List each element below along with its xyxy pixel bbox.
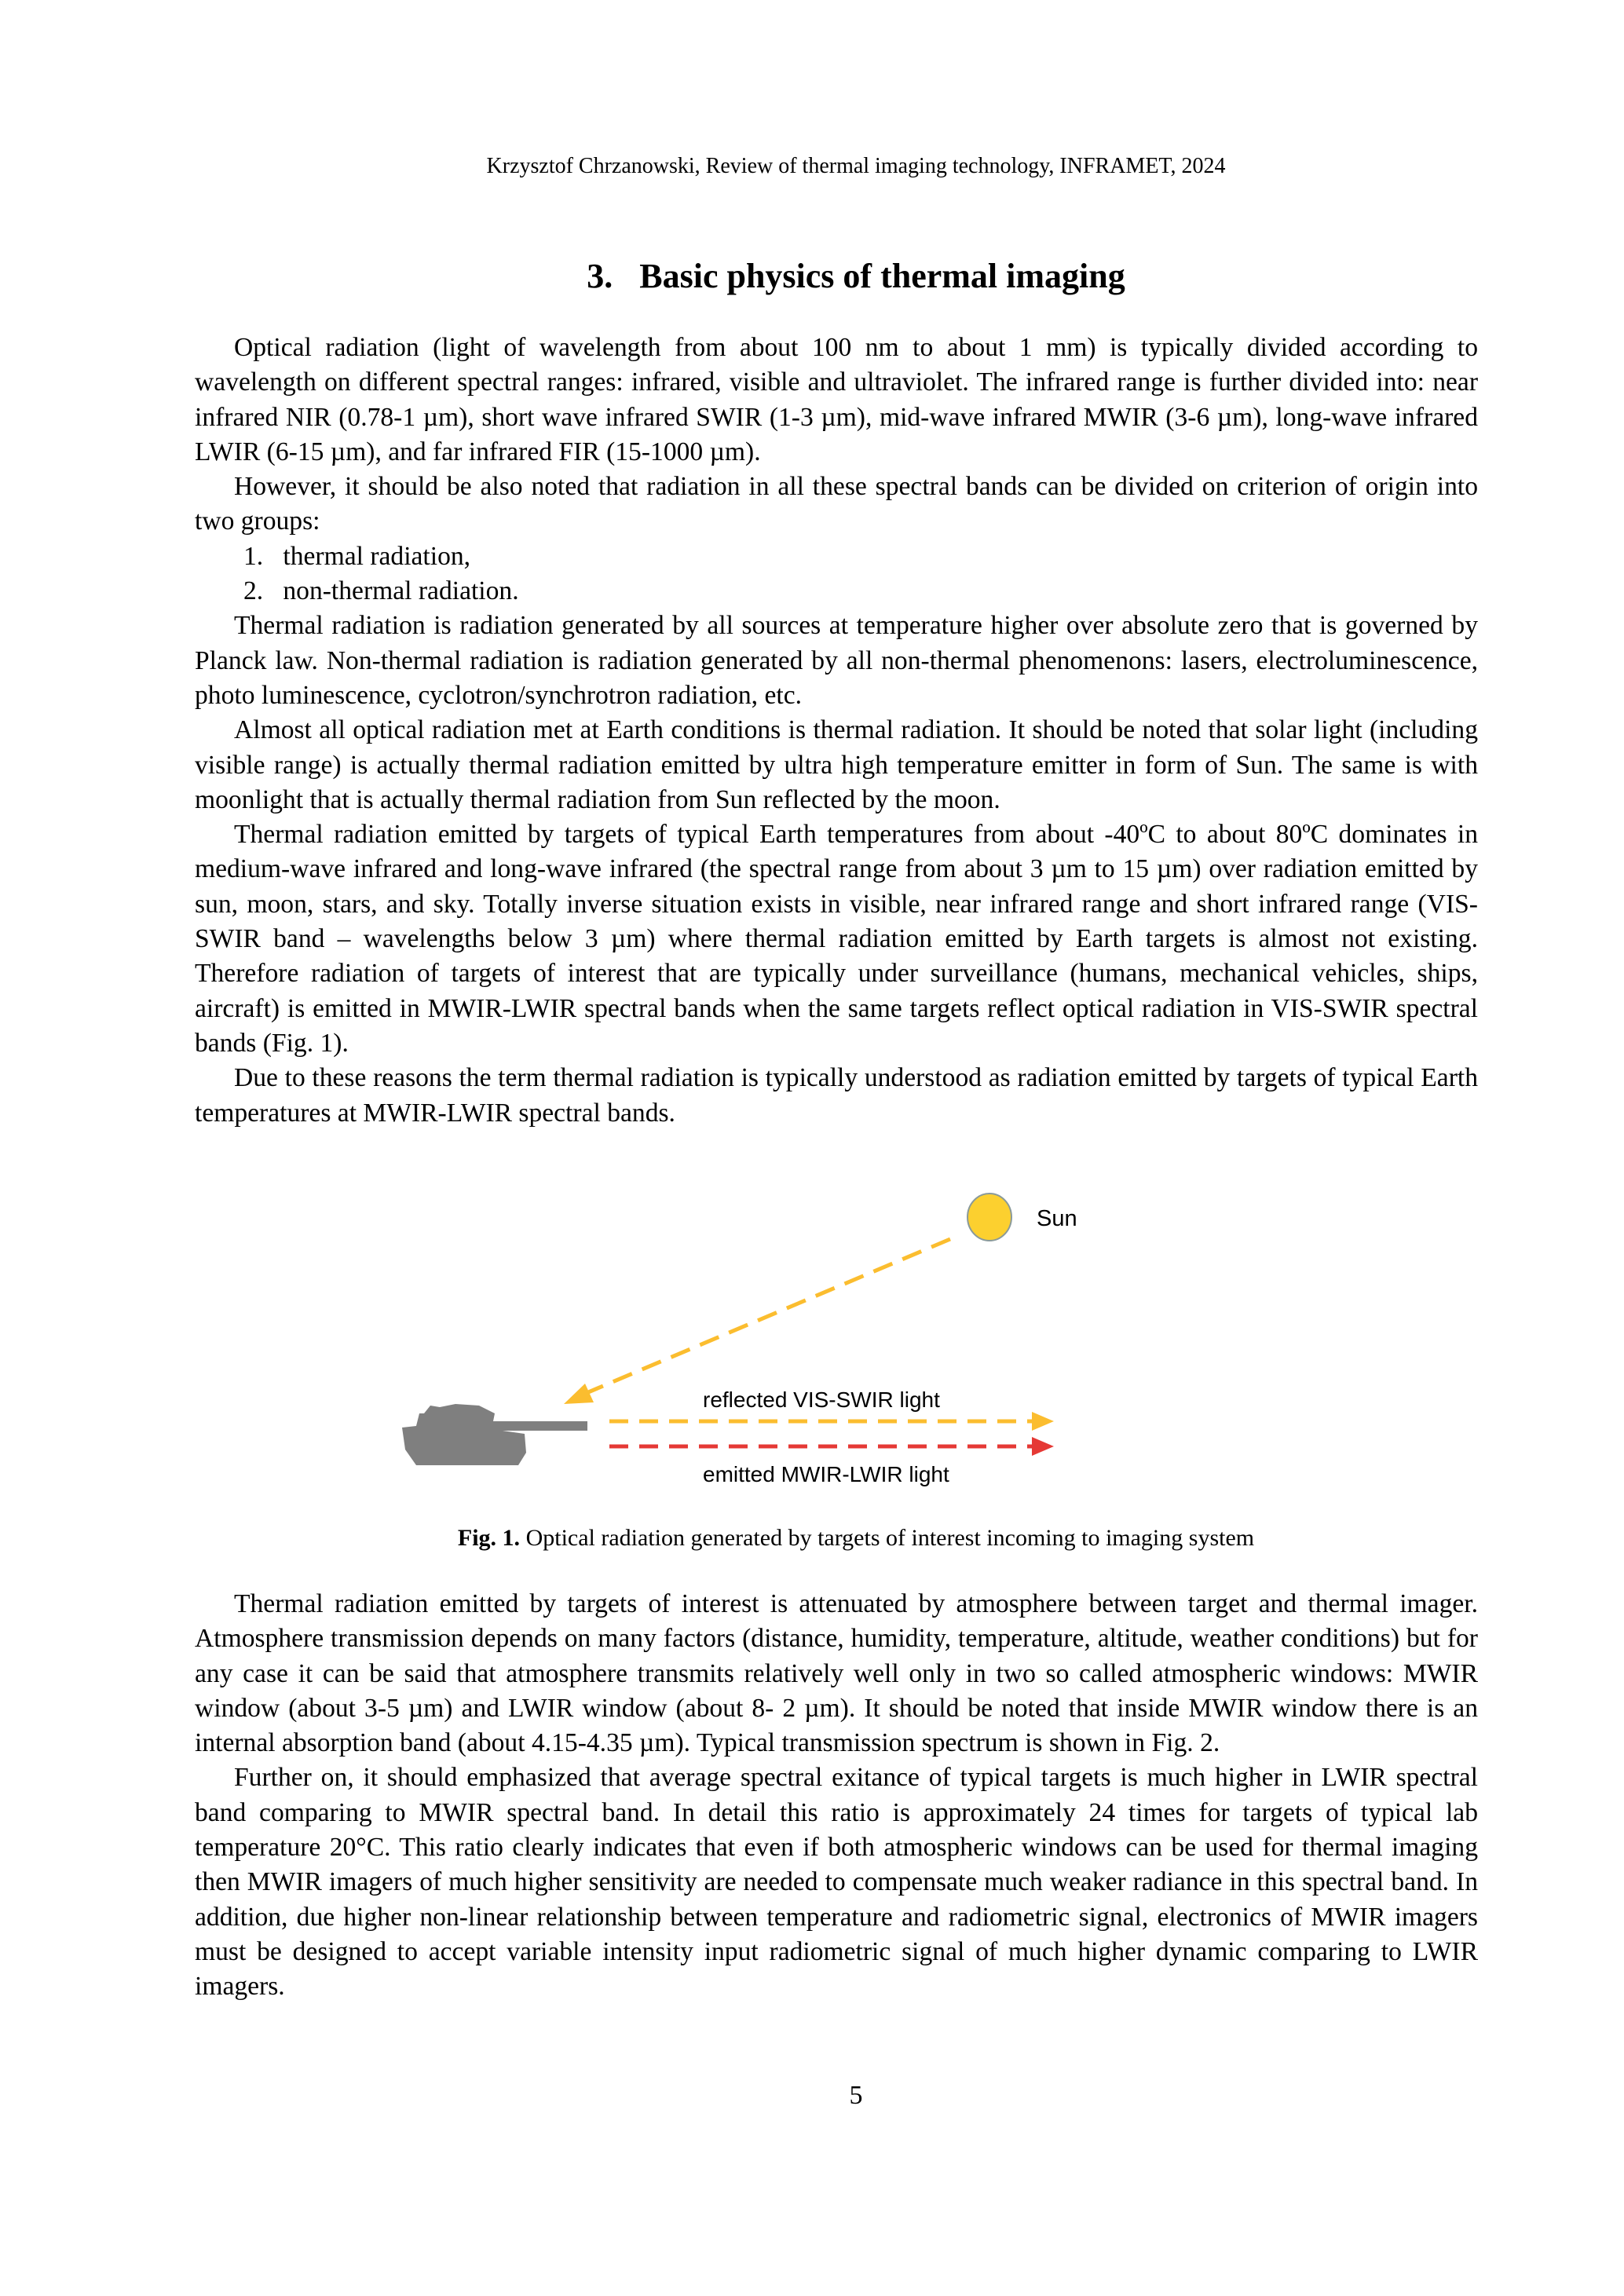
reflected-arrowhead [1032, 1412, 1054, 1431]
emitted-label: emitted MWIR-LWIR light [703, 1462, 949, 1486]
list-number: 1. [243, 541, 264, 571]
paragraph: Further on, it should emphasized that average spectral exitance of typical targets is much higher in LWIR spectral band comparing to MWIR spectral band. In detail this ratio is approximately 24 times for targets of typical lab temperature 20°C. This ratio clearly indicates that even if both atmospheric windows can be used for thermal imaging then MWIR imagers of much higher sensitivity are needed to compensate much weaker radiance in this spectral band. In addition, due higher non-linear relationship between temperature and radiometric signal, electronics of MWIR imagers must be designed to accept variable intensity input radiometric signal of much higher dynamic comparing to LWIR imagers. [195, 1763, 1478, 2002]
caption-label: Fig. 1. [457, 1525, 521, 1551]
section-number: 3. [587, 257, 613, 295]
incoming-sunlight-arrow [583, 1239, 950, 1395]
paragraph: Thermal radiation emitted by targets of interest is attenuated by atmosphere between target and thermal imager. Atmosphere transmission depends on many factors (distance, humidity, temperature, altitude, weather conditions) but for any case it can be said that atmosphere transmits relatively well only in two so called atmospheric windows: MWIR window (about 3-5 µm) and LWIR window (about 8- 2 µm). It should be noted that inside MWIR window there is an internal absorption band (about 4.15-4.35 µm). Typical transmission spectrum is shown in Fig. 2. [195, 1589, 1478, 1758]
paragraph: Almost all optical radiation met at Earth conditions is thermal radiation. It should be noted that solar light (including visible range) is actually thermal radiation emitted by ultra high temperature emitter in form of Sun. The same is with moonlight that is actually thermal radiation from Sun reflected by the moon. [195, 715, 1478, 814]
sun-label: Sun [1037, 1206, 1077, 1231]
tank-icon [402, 1404, 587, 1465]
section-title-text: Basic physics of thermal imaging [639, 257, 1125, 295]
paragraph: However, it should be also noted that radiation in all these spectral bands can be divided on criterion of origin into two groups: [195, 472, 1478, 536]
reflected-label: reflected VIS-SWIR light [703, 1387, 940, 1412]
emitted-arrowhead [1032, 1437, 1054, 1456]
page-number: 5 [849, 2081, 863, 2110]
body-text-bottom [195, 1587, 1478, 2005]
paragraph: Due to these reasons the term thermal radiation is typically understood as radiation emitted by targets of typical Earth temperatures at MWIR-LWIR spectral bands. [195, 1063, 1478, 1128]
list-text: thermal radiation, [283, 541, 471, 571]
paragraph: Optical radiation (light of wavelength from about 100 nm to about 1 mm) is typically divided according to wavelength on different spectral ranges: infrared, visible and ultraviolet. The infrared range is further divided into: near infrared NIR (0.78-1 µm), short wave infrared SWIR (1-3 µm), mid-wave infrared MWIR (3-6 µm), long-wave infrared LWIR (6-15 µm), and far infrared FIR (15-1000 µm). [195, 333, 1478, 466]
paragraph: Thermal radiation emitted by targets of typical Earth temperatures from about -40ºC to about 80ºC dominates in medium-wave infrared and long-wave infrared (the spectral range from about 3 µm to 15 µm) over radiation emitted by sun, moon, stars, and sky. Totally inverse situation exists in visible, near infrared range and short infrared range (VIS-SWIR band – wavelengths below 3 µm) where thermal radiation emitted by Earth targets is almost not existing. Therefore radiation of targets of interest that are typically under surveillance (humans, mechanical vehicles, ships, aircraft) is emitted in MWIR-LWIR spectral bands when the same targets reflect optical radiation in VIS-SWIR spectral bands (Fig. 1). [195, 820, 1478, 1058]
incoming-arrowhead [564, 1384, 594, 1404]
paragraph: Thermal radiation is radiation generated by all sources at temperature higher over absolute zero that is governed by Planck law. Non-thermal radiation is radiation generated by all non-thermal phenomenons: lasers, electroluminescence, photo luminescence, cyclotron/synchrotron radiation, etc. [195, 611, 1478, 710]
list-number: 2. [243, 576, 264, 606]
figure-caption [0, 1525, 1624, 1552]
sun-icon [967, 1194, 1011, 1241]
running-header: Krzysztof Chrzanowski, Review of thermal imaging technology, INFRAMET, 2024 [486, 154, 1226, 178]
caption-text: Optical radiation generated by targets of interest incoming to imaging system [520, 1525, 1255, 1551]
list-text: non-thermal radiation. [283, 576, 519, 606]
